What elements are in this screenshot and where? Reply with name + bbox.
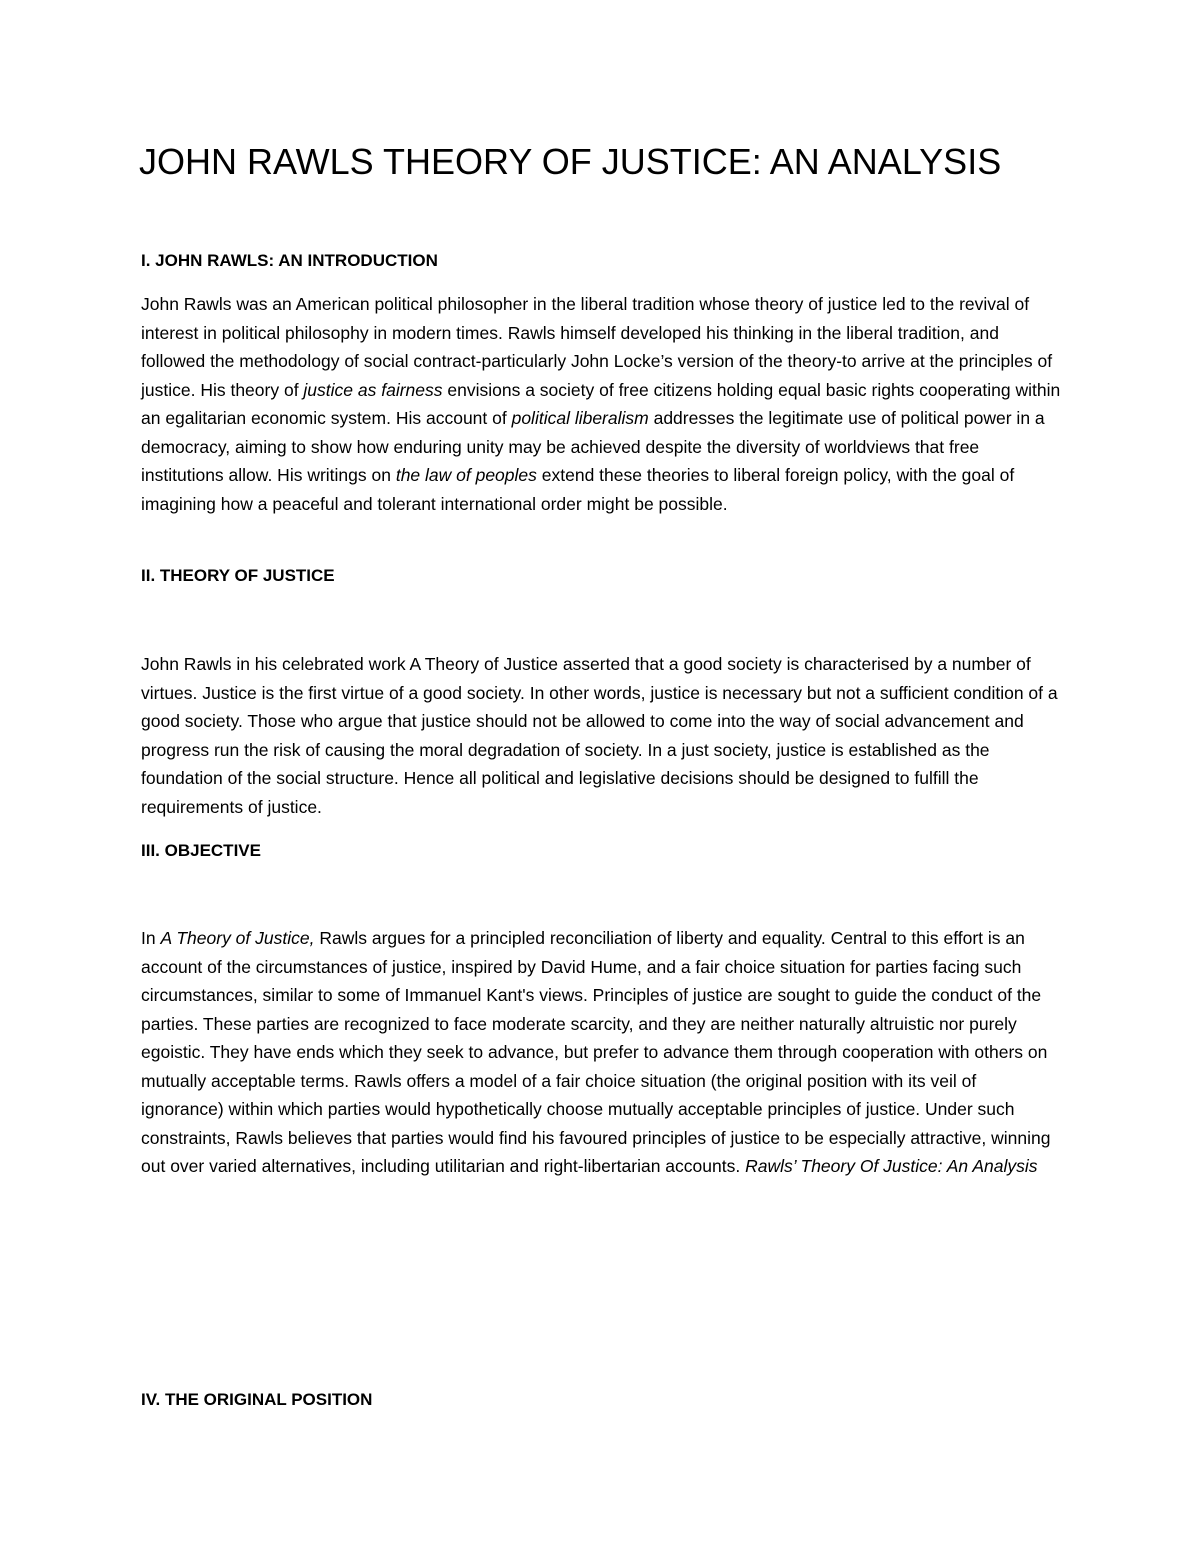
section-heading-introduction: I. JOHN RAWLS: AN INTRODUCTION: [141, 251, 438, 270]
section-heading-theory-of-justice: II. THEORY OF JUSTICE: [141, 566, 335, 585]
italic-phrase: A Theory of Justice,: [160, 928, 315, 948]
paragraph-text: John Rawls was an American political philosopher in the liberal tradition whose theory of justice led to the revival of interest in political philosophy in modern times. Rawls himself developed his thinking in the liberal tradition, and followed the methodology of social contract-particularly John Locke’s version of the theory-to arrive at the principles of justice. His theory of: [141, 294, 1053, 400]
section-paragraph-theory-of-justice: [141, 650, 1061, 821]
section-paragraph-objective: [141, 924, 1061, 1181]
paragraph-text: envisions a society of free citizens holding equal basic rights cooperating within an egalitarian economic system. His account of: [141, 379, 1061, 428]
italic-phrase: Rawls’ Theory Of Justice: An Analysis: [745, 1156, 1038, 1176]
document-title: JOHN RAWLS THEORY OF JUSTICE: AN ANALYSIS: [139, 141, 1002, 182]
section-paragraph-introduction: [141, 290, 1061, 518]
paragraph-text: John Rawls in his celebrated work A Theory of Justice asserted that a good society is characterised by a number of virtues. Justice is the first virtue of a good society. In other words, justice is necessary but not a sufficient condition of a good society. Those who argue that justice should not be allowed to come into the way of social advancement and progress run the risk of causing the moral degradation of society. In a just society, justice is established as the foundation of the social structure. Hence all political and legislative decisions should be designed to fulfill the requirements of justice.: [141, 654, 1058, 817]
paragraph-text: extend these theories to liberal foreign policy, with the goal of imagining how a peaceful and tolerant international order might be possible.: [141, 465, 1015, 514]
paragraph-text: addresses the legitimate use of political power in a democracy, aiming to show how enduring unity may be achieved despite the diversity of worldviews that free institutions allow. His writings on: [141, 408, 1045, 485]
paragraph-text: Rawls argues for a principled reconciliation of liberty and equality. Central to this effort is an account of the circumstances of justice, inspired by David Hume, and a fair choice situation for parties facing such circumstances, similar to some of Immanuel Kant's views. Principles of justice are sought to guide the conduct of the parties. These parties are recognized to face moderate scarcity, and they are neither naturally altruistic nor purely egoistic. They have ends which they seek to advance, but prefer to advance them through cooperation with others on mutually acceptable terms. Rawls offers a model of a fair choice situation (the original position with its veil of ignorance) within which parties would hypothetically choose mutually acceptable principles of justice. Under such constraints, Rawls believes that parties would find his favoured principles of justice to be especially attractive, winning out over varied alternatives, including utilitarian and right-libertarian accounts.: [141, 928, 1051, 1176]
italic-phrase: the law of peoples: [395, 465, 537, 485]
italic-phrase: political liberalism: [511, 408, 649, 428]
section-heading-original-position: IV. THE ORIGINAL POSITION: [141, 1390, 373, 1409]
section-heading-objective: III. OBJECTIVE: [141, 841, 261, 860]
paragraph-text: In: [141, 928, 161, 948]
italic-phrase: justice as fairness: [303, 379, 443, 400]
